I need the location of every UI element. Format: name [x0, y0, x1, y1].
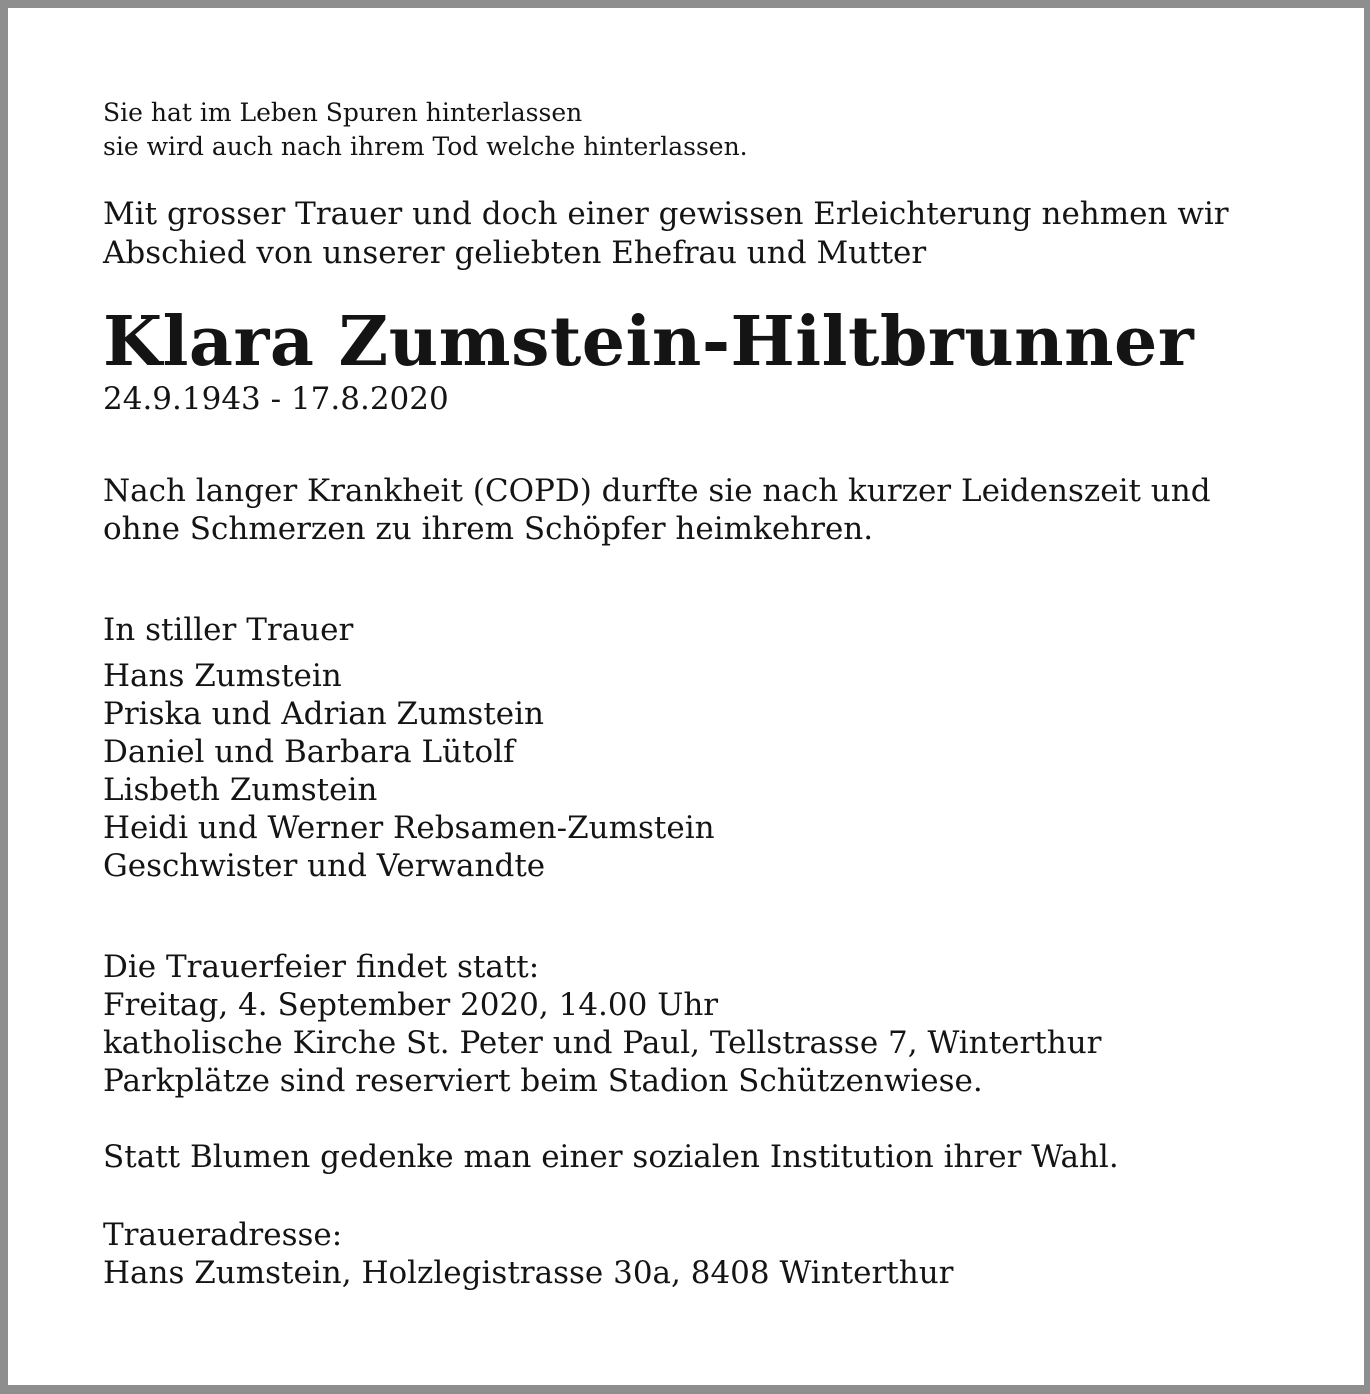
motto-line-1: Sie hat im Leben Spuren hinterlassen	[103, 98, 583, 127]
service-datetime: Freitag, 4. September 2020, 14.00 Uhr	[103, 987, 719, 1023]
mourners-list	[103, 657, 1285, 885]
illness-text	[103, 472, 1285, 548]
intro	[103, 195, 1285, 273]
service-heading: Die Trauerfeier findet statt:	[103, 949, 540, 985]
service-info	[103, 948, 1285, 1100]
mourner: Heidi und Werner Rebsamen-Zumstein	[103, 810, 715, 846]
illness-line-1: Nach langer Krankheit (COPD) durfte sie nach kurzer Leidenszeit und	[103, 473, 1211, 509]
life-dates: 24.9.1943 - 17.8.2020	[103, 381, 449, 417]
flowers-note: Statt Blumen gedenke man einer sozialen Institution ihrer Wahl.	[103, 1139, 1119, 1175]
mourning-label: In stiller Trauer	[103, 612, 354, 648]
motto	[103, 96, 1285, 164]
address-label: Traueradresse:	[103, 1217, 343, 1253]
obituary-notice	[103, 96, 1285, 1292]
mourner: Lisbeth Zumstein	[103, 772, 378, 808]
service-location: katholische Kirche St. Peter und Paul, Tellstrasse 7, Winterthur	[103, 1025, 1102, 1061]
deceased-name: Klara Zumstein-Hiltbrunner	[103, 302, 1195, 382]
mourning-address	[103, 1216, 1285, 1292]
illness-line-2: ohne Schmerzen zu ihrem Schöpfer heimkehren.	[103, 511, 874, 547]
mourner: Priska und Adrian Zumstein	[103, 696, 545, 732]
intro-line-1: Mit grosser Trauer und doch einer gewissen Erleichterung nehmen wir	[103, 196, 1229, 232]
service-parking: Parkplätze sind reserviert beim Stadion Schützenwiese.	[103, 1063, 983, 1099]
mourner: Hans Zumstein	[103, 658, 342, 694]
address-value: Hans Zumstein, Holzlegistrasse 30a, 8408 Winterthur	[103, 1255, 954, 1291]
intro-line-2: Abschied von unserer geliebten Ehefrau und Mutter	[103, 235, 927, 271]
mourner: Geschwister und Verwandte	[103, 848, 546, 884]
mourner: Daniel und Barbara Lütolf	[103, 734, 515, 770]
motto-line-2: sie wird auch nach ihrem Tod welche hinterlassen.	[103, 132, 748, 161]
